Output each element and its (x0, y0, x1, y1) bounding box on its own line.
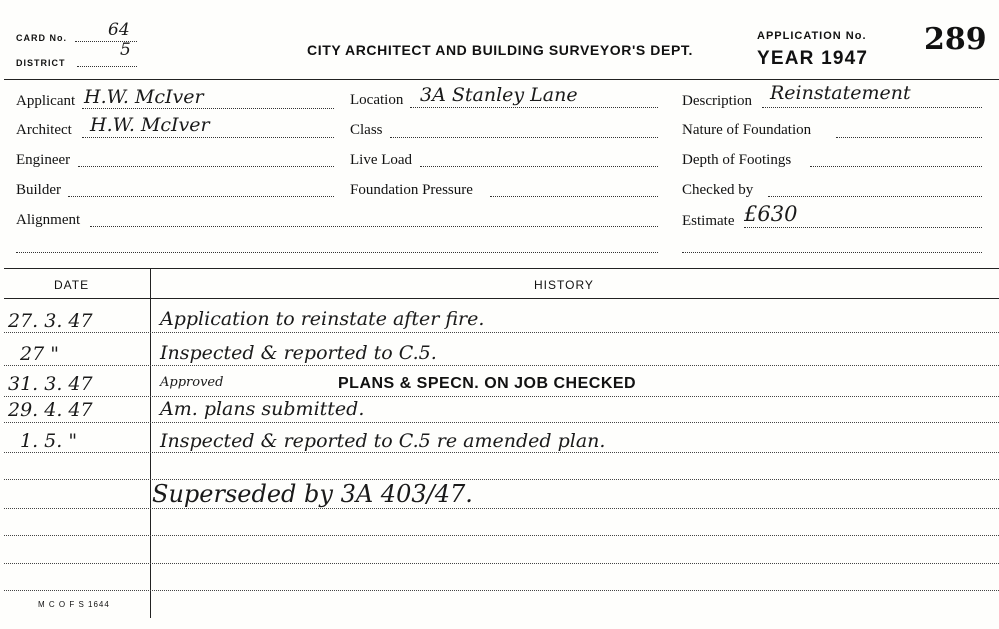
live-load-dotted-line (420, 166, 658, 167)
engineer-dotted-line (78, 166, 334, 167)
history-text: Am. plans submitted. (160, 398, 365, 420)
location-value: 3A Stanley Lane (420, 84, 578, 106)
nature-of-foundation-dotted-line (836, 137, 982, 138)
depth-of-footings-dotted-line (810, 166, 982, 167)
date-column-header: DATE (54, 278, 90, 292)
history-rule (4, 590, 999, 591)
location-label: Location (350, 92, 404, 108)
card-no-value: 64 (108, 20, 130, 40)
history-header-border (4, 298, 999, 299)
architect-label: Architect (16, 122, 72, 138)
card-no-label: CARD No. (16, 33, 67, 43)
builder-label: Builder (16, 182, 61, 198)
print-code: M C O F S 1644 (38, 600, 110, 609)
history-text: Inspected & reported to C.5 re amended plan. (160, 430, 606, 452)
history-date: 29. 4. 47 (8, 399, 93, 421)
year-label: YEAR 1947 (757, 48, 869, 69)
application-no-label: APPLICATION No. (757, 30, 867, 42)
history-rule (4, 332, 999, 333)
checked-by-label: Checked by (682, 182, 754, 198)
history-text: Approved (160, 375, 224, 390)
history-rule (4, 452, 999, 453)
district-dotted-line (77, 66, 137, 67)
description-value: Reinstatement (770, 82, 911, 104)
alignment-dotted-line (90, 226, 658, 227)
class-label: Class (350, 122, 383, 138)
history-date: 27. 3. 47 (8, 310, 93, 332)
history-date: 31. 3. 47 (8, 373, 93, 395)
superseded-note: Superseded by 3A 403/47. (152, 480, 473, 508)
history-rule (4, 365, 999, 366)
applicant-dotted-line (82, 108, 334, 109)
checked-by-dotted-line (768, 196, 982, 197)
nature-of-foundation-label: Nature of Foundation (682, 122, 812, 138)
history-date: 1. 5. " (20, 430, 78, 452)
history-rule (4, 508, 999, 509)
class-dotted-line (390, 137, 658, 138)
estimate-value: £630 (744, 202, 798, 226)
district-value: 5 (120, 40, 131, 60)
application-no-value: 289 (924, 22, 987, 57)
extra-dotted-line (16, 252, 658, 253)
description-label: Description (682, 93, 752, 109)
history-date: 27 " (20, 343, 59, 365)
architect-dotted-line (82, 137, 334, 138)
extra-dotted-line-right (682, 252, 982, 253)
builder-dotted-line (68, 196, 334, 197)
district-label: DISTRICT (16, 58, 66, 68)
applicant-value: H.W. McIver (84, 86, 204, 108)
history-rule (4, 422, 999, 423)
live-load-label: Live Load (350, 152, 413, 168)
history-top-border (4, 268, 999, 269)
foundation-pressure-label: Foundation Pressure (350, 182, 473, 198)
engineer-label: Engineer (16, 152, 71, 168)
estimate-dotted-line (744, 227, 982, 228)
header-divider (4, 79, 999, 80)
history-text: Application to reinstate after fire. (160, 308, 485, 330)
date-column-divider (150, 268, 151, 618)
alignment-label: Alignment (16, 212, 81, 228)
history-rule (4, 535, 999, 536)
applicant-label: Applicant (16, 93, 76, 109)
approval-stamp: PLANS & SPECN. ON JOB CHECKED (338, 375, 637, 392)
depth-of-footings-label: Depth of Footings (682, 152, 792, 168)
location-dotted-line (410, 107, 658, 108)
department-title: CITY ARCHITECT AND BUILDING SURVEYOR'S DEPT. (307, 42, 693, 58)
history-text: Inspected & reported to C.5. (160, 342, 437, 364)
history-column-header: HISTORY (534, 278, 594, 292)
estimate-label: Estimate (682, 213, 735, 229)
architect-value: H.W. McIver (90, 114, 210, 136)
foundation-pressure-dotted-line (490, 196, 658, 197)
history-rule (4, 396, 999, 397)
history-rule (4, 563, 999, 564)
description-dotted-line (762, 107, 982, 108)
